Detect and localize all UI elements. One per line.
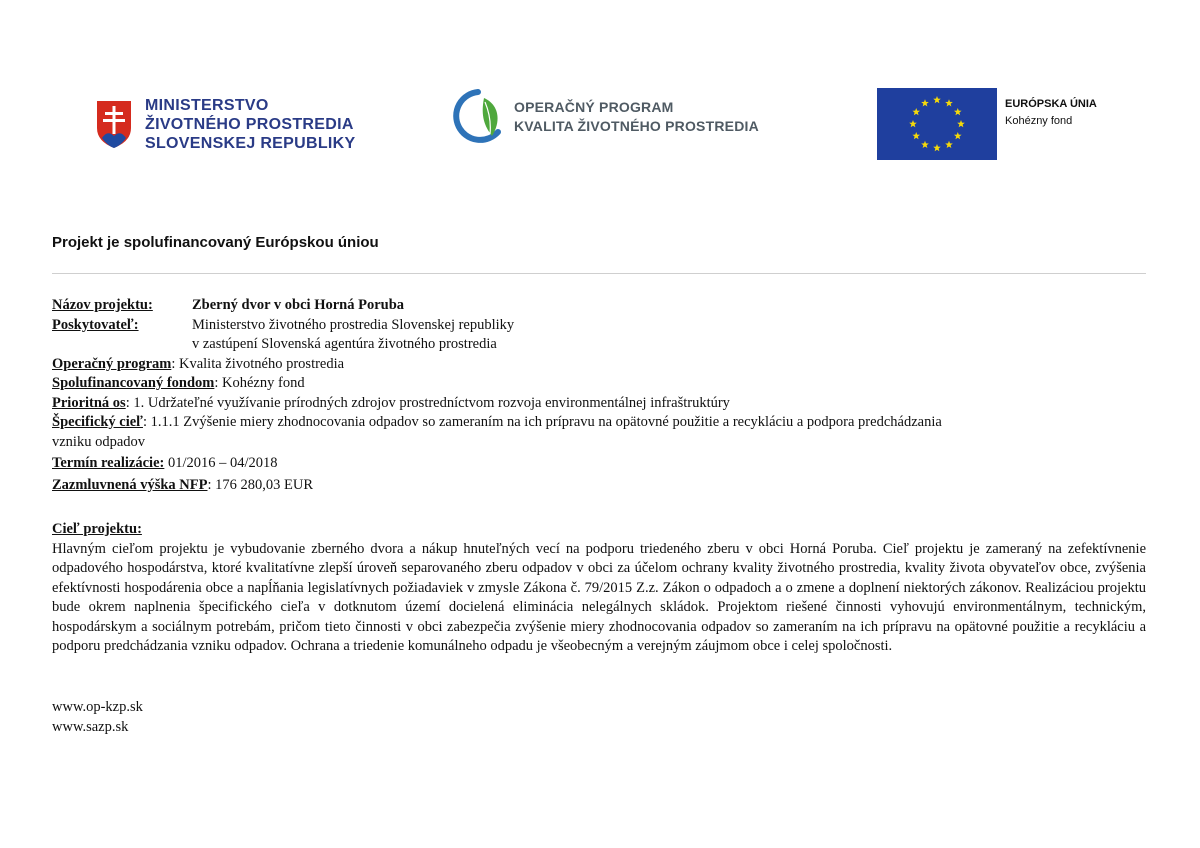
eu-flag-icon xyxy=(877,88,997,160)
axis-row xyxy=(52,394,1146,414)
program-line2: KVALITA ŽIVOTNÉHO PROSTREDIA xyxy=(514,118,759,134)
link-sazp[interactable]: www.sazp.sk xyxy=(52,719,129,735)
nfp-label: Zazmluvnená výška NFP xyxy=(52,476,208,493)
eu-logo-text xyxy=(1005,96,1097,130)
ministry-line2: ŽIVOTNÉHO PROSTREDIA xyxy=(145,116,354,133)
program-logo-text xyxy=(514,98,759,136)
project-info xyxy=(52,296,1146,495)
axis-value: : 1. Udržateľné využívanie prírodných zdrojov prostredníctvom rozvoja environmentálnej infraštruktúry xyxy=(125,394,730,411)
specific-goal-label: Špecifický cieľ xyxy=(52,414,143,430)
cofinanced-heading: Projekt je spolufinancovaný Európskou úniou xyxy=(52,234,379,251)
nfp-row xyxy=(52,476,1146,496)
specific-goal-value: : 1.1.1 Zvýšenie miery zhodnocovania odpadov so zameraním na ich prípravu na opätovné použitie a recykláciu a podpora predchádzania xyxy=(142,414,942,430)
slovak-coat-of-arms-icon xyxy=(94,98,134,150)
provider-row xyxy=(52,316,1146,336)
divider xyxy=(52,273,1146,274)
ministry-logo-text xyxy=(145,96,355,153)
provider-line2: v zastúpení Slovenská agentúra životného prostredia xyxy=(192,336,497,352)
project-name-row xyxy=(52,296,1146,316)
ministry-line3: SLOVENSKEJ REPUBLIKY xyxy=(145,135,356,152)
goal-heading: Cieľ projektu: xyxy=(52,521,142,537)
fund-label: Spolufinancovaný fondom xyxy=(52,375,215,391)
program-row xyxy=(52,355,1146,375)
fund-row xyxy=(52,374,1146,394)
program-logo xyxy=(452,88,792,148)
ministry-line1: MINISTERSTVO xyxy=(145,97,269,114)
eu-line2: Kohézny fond xyxy=(1005,115,1073,127)
specific-goal-row xyxy=(52,413,1146,433)
project-name-label: Názov projektu: xyxy=(52,297,153,313)
eu-line1: EURÓPSKA ÚNIA xyxy=(1005,98,1097,110)
nfp-value: : 176 280,03 EUR xyxy=(207,476,314,493)
links xyxy=(52,697,143,737)
axis-label: Prioritná os xyxy=(52,394,126,411)
specific-goal-line2: vzniku odpadov xyxy=(52,433,146,450)
term-value: 01/2016 – 04/2018 xyxy=(164,455,278,471)
ministry-logo xyxy=(94,98,384,162)
goal-section xyxy=(52,520,1146,657)
project-name-value: Zberný dvor v obci Horná Poruba xyxy=(192,297,405,313)
link-op-kzp[interactable]: www.op-kzp.sk xyxy=(52,699,143,715)
leaf-circle-icon xyxy=(452,88,504,146)
eu-logo xyxy=(877,88,1137,160)
program-value: : Kvalita životného prostredia xyxy=(171,355,345,372)
logo-band xyxy=(0,0,1200,200)
provider-label: Poskytovateľ: xyxy=(52,316,139,333)
program-label: Operačný program xyxy=(52,355,172,372)
provider-line1: Ministerstvo životného prostredia Slovenskej republiky xyxy=(192,316,515,333)
goal-text: Hlavným cieľom projektu je vybudovanie zberného dvora a nákup hnuteľných vecí na podporu triedeného zberu v obci Horná Poruba. Cieľ projektu je zameraný na zefektívnenie odpadového hospodárstva, ktoré kvalitatívne zlepší úroveň separovaného zberu odpadov v obci za účelom ochrany kvality životného prostredia, kvality života obyvateľov obce, zvýšenia efektívnosti hospodárenia obce a napĺňania legislatívnych požiadaviek v zmysle Zákona č. 79/2015 Z.z. Zákon o odpadoch a o zmene a doplnení niektorých zákonov. Realizáciou projektu bude okrem naplnenia špecifického cieľa v dotknutom území docielená eliminácia nelegálnych skládok. Projektom riešené činnosti vyhovujú environmentálnym, technickým, hospodárskym a sociálnym potrebám, pričom tieto činnosti v obci zabezpečia zvýšenie miery zhodnocovania odpadov so zameraním na ich prípravu na opätovné použitie a recykláciu a podporu predchádzania vzniku odpadov. Ochrana a triedenie komunálneho odpadu je všeobecným a verejným záujmom obce i celej spoločnosti. xyxy=(52,540,1146,654)
term-row xyxy=(52,454,1146,474)
term-label: Termín realizácie: xyxy=(52,455,165,471)
fund-value: : Kohézny fond xyxy=(214,375,305,391)
program-line1: OPERAČNÝ PROGRAM xyxy=(514,99,674,115)
